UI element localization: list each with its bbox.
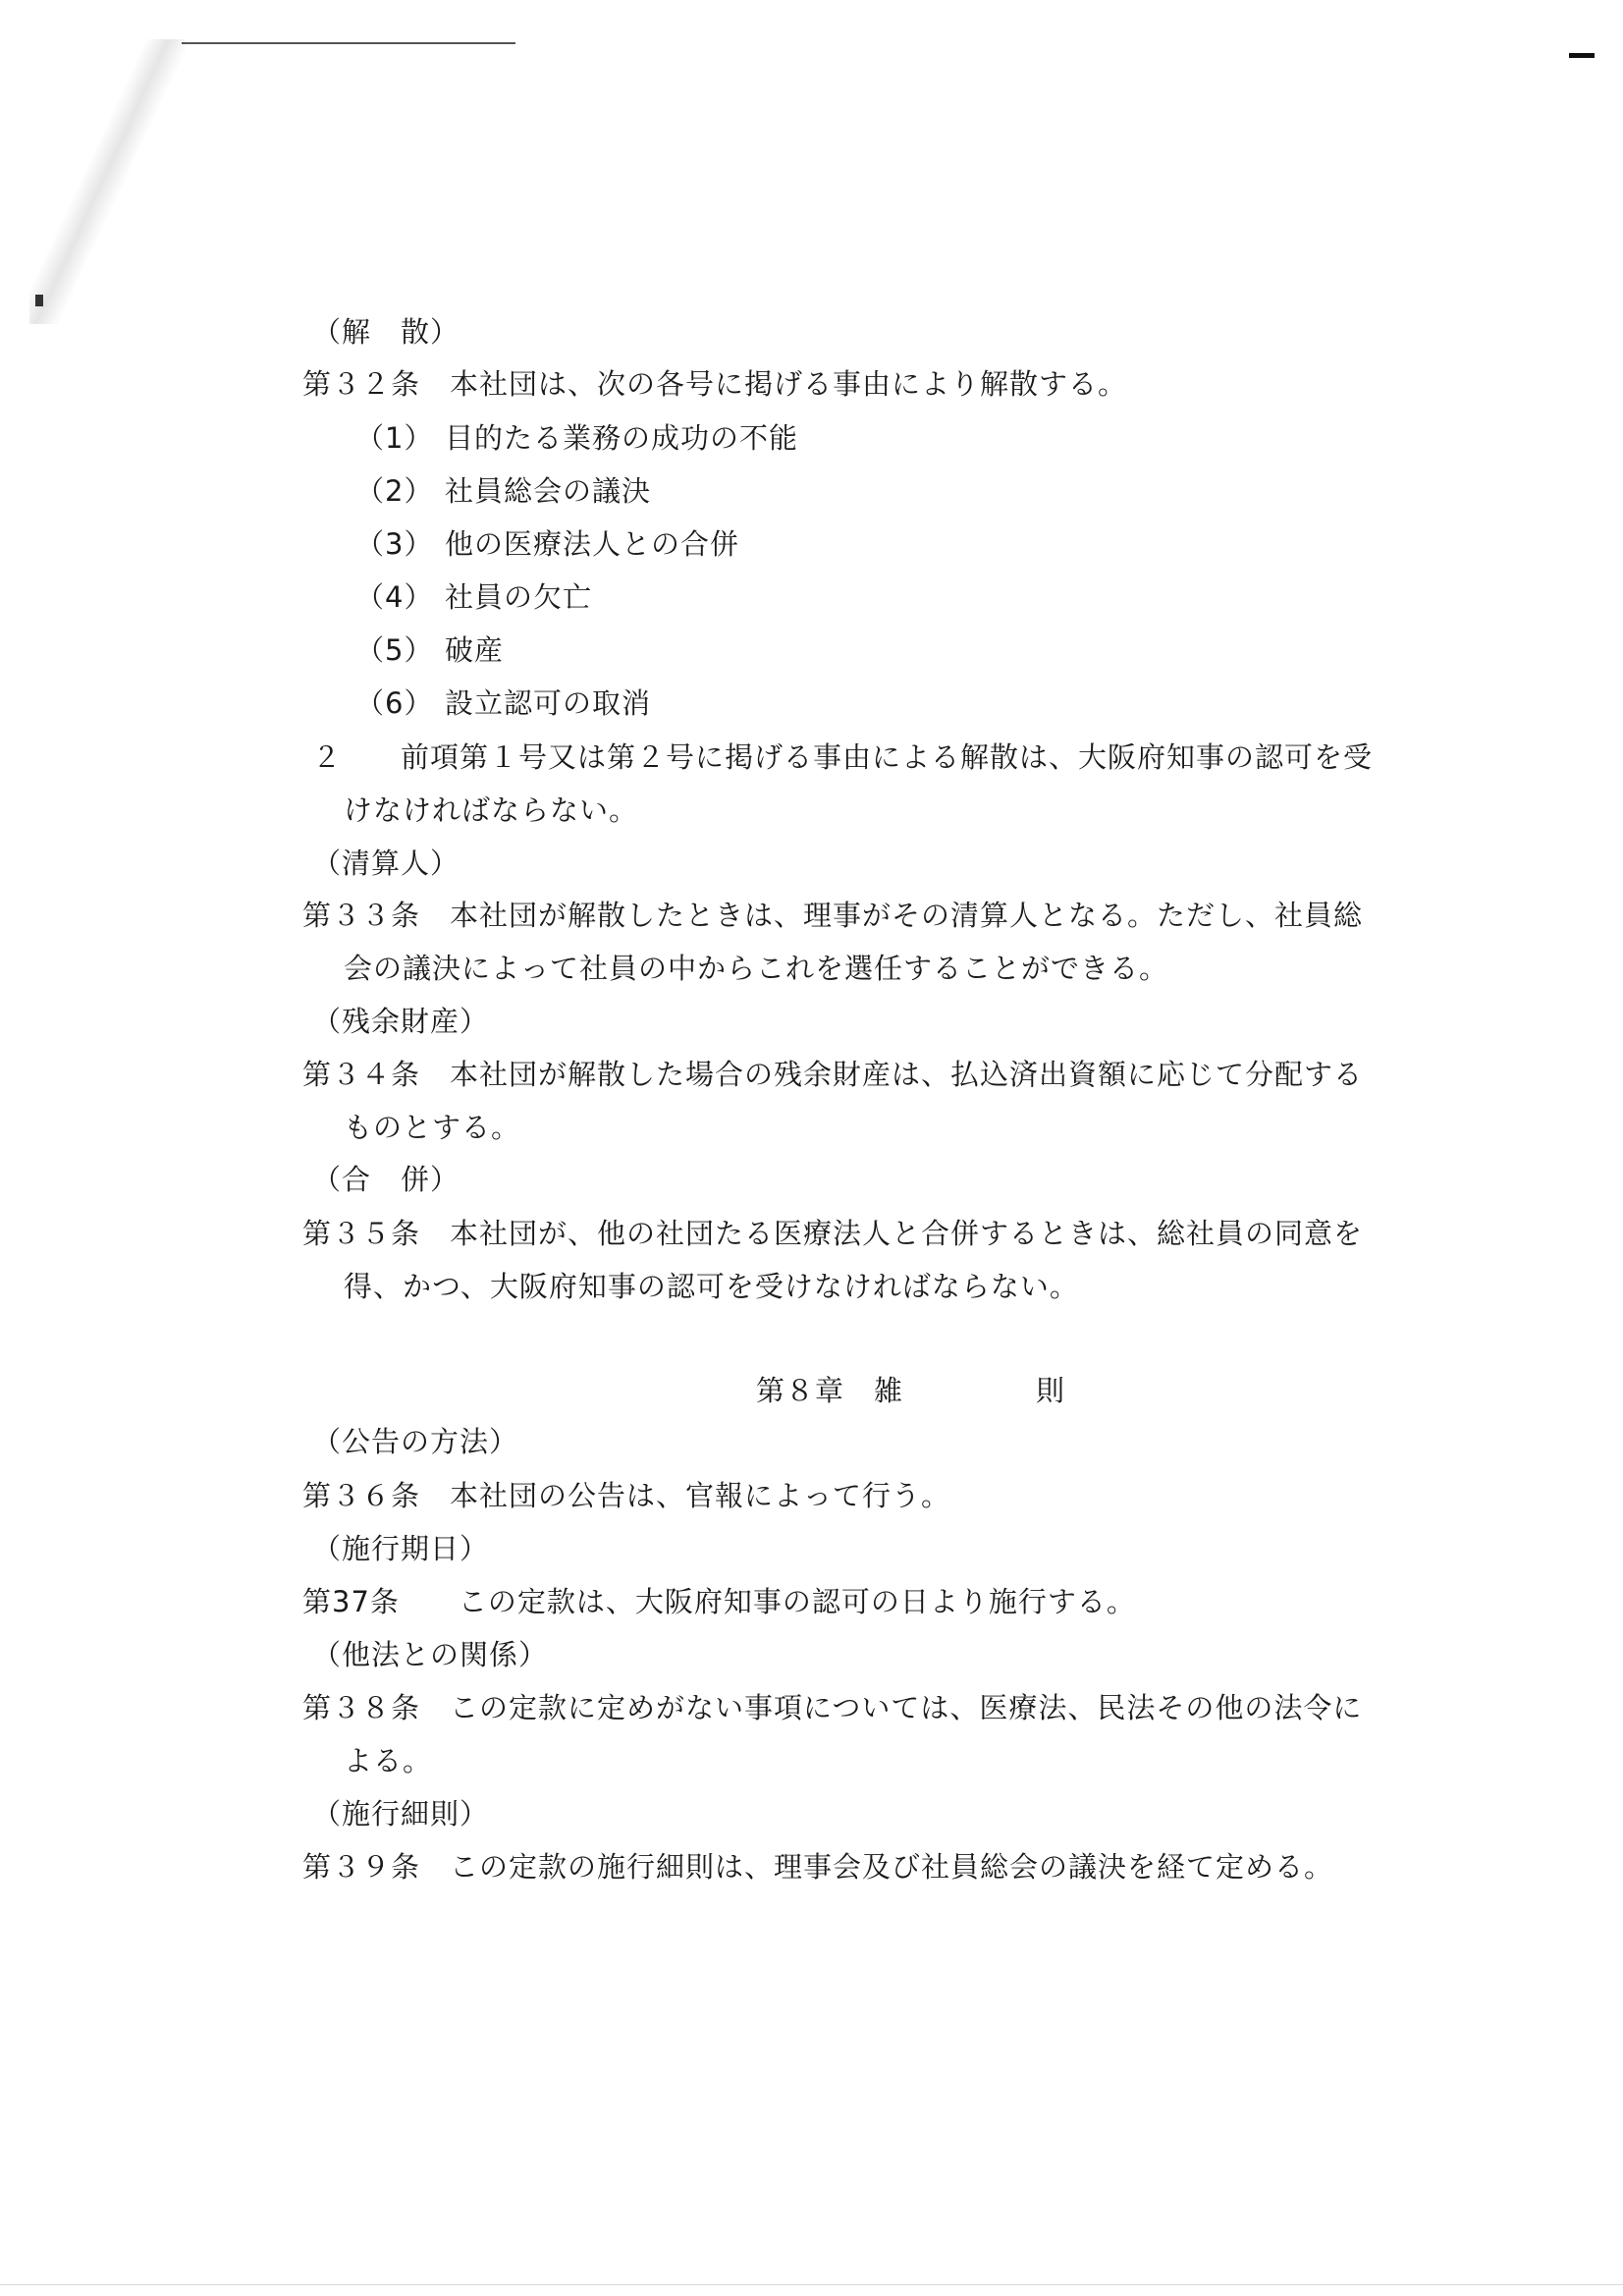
page-bottom-edge	[0, 2284, 1623, 2285]
article-36: 第３６条 本社団の公告は、官報によって行う。	[302, 1479, 951, 1512]
article-39: 第３９条 この定款の施行細則は、理事会及び社員総会の議決を経て定める。	[302, 1850, 1334, 1884]
section-heading-effective-date: （施行期日）	[312, 1532, 490, 1565]
list-item-text: 社員の欠亡	[445, 580, 593, 614]
article-33-line-1: 第３３条 本社団が解散したときは、理事がその清算人となる。ただし、社員総	[302, 899, 1364, 932]
list-item-text: 目的たる業務の成功の不能	[445, 421, 799, 455]
article-34-line-2: ものとする。	[344, 1111, 521, 1144]
paragraph-2-line-1: ２ 前項第１号又は第２号に掲げる事由による解散は、大阪府知事の認可を受	[312, 740, 1374, 774]
scan-top-line	[182, 42, 515, 44]
article-32: 第３２条 本社団は、次の各号に掲げる事由により解散する。	[302, 367, 1128, 401]
list-item-text: 設立認可の取消	[445, 686, 652, 720]
paragraph-2-line-2: けなければならない。	[344, 793, 639, 827]
section-heading-public-notice: （公告の方法）	[312, 1425, 519, 1458]
section-heading-liquidator: （清算人）	[312, 847, 460, 880]
list-item-number: （6）	[355, 686, 434, 720]
article-37: 第37条 この定款は、大阪府知事の認可の日より施行する。	[302, 1585, 1136, 1618]
article-38-line-1: 第３８条 この定款に定めがない事項については、医療法、民法その他の法令に	[302, 1691, 1363, 1724]
section-heading-residual-assets: （残余財産）	[312, 1005, 490, 1038]
scan-fold-shadow	[29, 39, 187, 324]
scan-edge-mark	[1569, 53, 1595, 58]
section-heading-other-laws: （他法との関係）	[312, 1638, 549, 1671]
section-heading-bylaws: （施行細則）	[312, 1797, 490, 1831]
article-34-line-1: 第３４条 本社団が解散した場合の残余財産は、払込済出資額に応じて分配する	[302, 1058, 1364, 1091]
article-35-line-2: 得、かつ、大阪府知事の認可を受けなければならない。	[344, 1270, 1079, 1303]
article-35-line-1: 第３５条 本社団が、他の社団たる医療法人と合併するときは、総社員の同意を	[302, 1217, 1364, 1250]
list-item-number: （2）	[355, 474, 434, 508]
list-item-number: （3）	[355, 527, 434, 561]
chapter-8-title	[756, 1373, 1065, 1408]
chapter-8-title-suffix: 則	[1036, 1374, 1066, 1407]
section-heading-dissolution: （解 散）	[312, 315, 460, 349]
list-item-text: 他の医療法人との合併	[445, 527, 740, 561]
scan-edge-tick	[35, 295, 43, 306]
list-item-text: 破産	[445, 633, 505, 667]
list-item-text: 社員総会の議決	[445, 474, 652, 508]
article-38-line-2: よる。	[344, 1744, 433, 1777]
list-item-number: （5）	[355, 633, 434, 667]
chapter-8-title-prefix: 第８章 雑	[756, 1374, 904, 1407]
article-33-line-2: 会の議決によって社員の中からこれを選任することができる。	[344, 952, 1169, 985]
list-item-number: （1）	[355, 421, 434, 455]
list-item-number: （4）	[355, 580, 434, 614]
section-heading-merger: （合 併）	[312, 1163, 460, 1196]
